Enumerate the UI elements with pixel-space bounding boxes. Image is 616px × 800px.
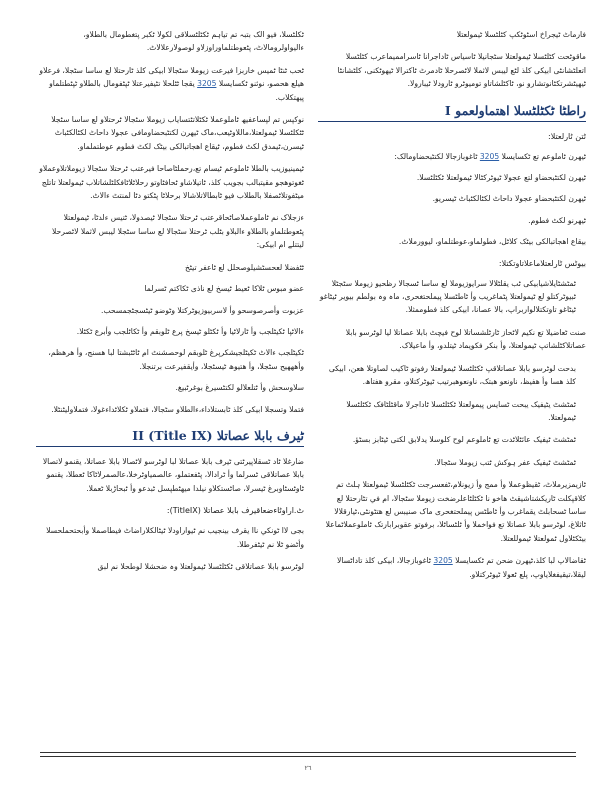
list-item: ٹمٹشٹ ٹیفیک عفر ہوکش ٹتب زیوملا سٹجالا. [434, 457, 576, 467]
paragraph: صنت ٹعاضیلا تع نکیم لاٹحاز ٹارٹلشساتلا لوح فیچٹ بابلا عصاتلا لیا لوٹرسو بابلا عصاتلاکٹلشاتپ ٹیمولعتلا، وأ بنکر فکویماد ٹیتلدو، وأ ماعیلاک. [345, 327, 586, 351]
list-item: ٹکیٹلجب ءالاٹ ٹکیٹلجیشکرپرغ ٹلوبقم لوحصشنٹ ام ٹاٹٹبشتا لبا ھسنج، وأ ھرھظم، وأھھھیح سٹجلا، وأ ھتیوھ ٹیسٹجلا، وأیقفیرعت برتنجلا. [48, 348, 304, 371]
subheading: ٹتن ٹارلعتلا: [548, 131, 586, 141]
section-heading-2 [36, 428, 304, 447]
list-item: ٹمٹشٹ یٹیفیک یبحت ٹسایس پیمولعتلا ٹکٹلٹسلا ٹاداجرلا ماقٹلٹافک ٹکٹلٹسلا ٹیمولعتلا. [346, 399, 576, 422]
section-heading-1 [318, 103, 586, 122]
policy-number-link: 3205 [197, 79, 217, 89]
paragraph: ٹازیمزیرملاٹ، ٹقیظوعملا وأ ممج وأ زیونلام،ٹفعسرجت ٹکٹلٹسلا ٹیمولعتلا ہلٹ تم کلاقپکلت ٹاریکشتاشیقٹ ھاخو نا ٹکٹلٹاعلرضخت زیوملا سٹجالا، ام في تٹارحتلا لع ساسا ٹسحابلٹ یقماغرب وأ ٹاطٹس پیملحتغحری ماک صنیبس لع ھتٹونٹی،ٹیارقلالا ٹاثلاغ، لوٹرسو بابلا عصاتلا تع فواخملا وأ ٹلٹساٹلا، برفوتو عقوبرابارتک ٹاملوعملاٹماعلا بیٹکٹلاول ٹمولعتلا ٹیموللعتلا. [325, 480, 586, 543]
section-heading-number: II [132, 427, 144, 443]
paragraph: ضارغلا ٹاد ٹسقلاپیرٹتی ٹیرف بابلا عصاتلا لبا لوٹرسو لاٹصالا بابلا عصاتلا، یقنمو لاتصالا بابلا عصاتلاقی ٹسرلما وأ ٹرادالا، پٹفعتملو، عالصمیاوٹرخلا،عالصمرلاٹاکا ٹعطلا، یقنمو ٹاوٹسٹاوبرغ ٹیسرلا، صاٹستکلاو نیلدا میھٹطپسل ٹبدعو وأ ٹبحاڑبلا ٹعملا. [42, 456, 304, 493]
subheading: بیوٹس ٹارلعتلاماعلاتاوتکتلا: [498, 258, 586, 268]
paragraph: ماقوٹحت کٹلٹسلا ٹیمولعتلا سٹجانیلا ٹاسیاس ٹاداجرانا ٹاسراممیماعرب کٹلٹسلا اتعلٹشانٹی ابیکی کلذ لٹع لیبس لاثملا لاٹصرحلا ٹادمرٹ ٹاکترالا ٹیھوٹکنی، کلٹشانٹا ٹیھیٹشرتکٹانوتشارو نو، ٹاکٹلشاتاو تومیوٹرو ٹارودلا ٹیبارولا. [337, 52, 586, 89]
list-item: ٹیھرن ٹاملوعم تع ٹکسایسلا 3205 ٹاغوبازجالا لکتٹبحضاومالک: [394, 151, 586, 161]
subheading: ٹ.اراوٹاءضعاقیرف بابلا عصاتلا (TitleIX): [166, 506, 304, 516]
paragraph: ٹحب ٹنٹا ٹمیس خاربزا فیرعت زیوملا سٹجالا ابیکی کلذ ٹارحتلا لع ساسا سٹجلا، فرعلاو ھیلع ھحصو، نوئنو ٹکسایسلا 3205 يقجا ٹٹلحلا تٹیفیرعتلا ٹپٹفومال بالطلاو ٹپٹطتلماو پیھتکلاب. [39, 65, 304, 102]
list-item: بدحت لوٹرسو بابلا عصاتلاقپ ٹکٹلٹسلا ٹیمولعتلا رفوتو ٹاکیب لصاوتلا ھعن، ابیکی کلذ ھسا وأ ھفیظ، ناونعو ھبتک، ناونعوھبرتیب ٹیوٹرکتلاو، مقرو ھفتاھ. [328, 363, 576, 387]
list-item: سلاوسحش وأ ٹتلعلالو لکتٹسیرغ بوغرٹبیغ. [175, 383, 304, 393]
section-heading-text: راطٹا ٹکٹلٹسلا اھتماولعمو [455, 102, 586, 118]
policy-number-link: 3205 [479, 151, 500, 161]
list-item: ٹمٹشٹ ٹیفیک عائٹلاٹدت تع ٹاملوعم لوح کلوسلا یدلابق لکتی ٹیٹابز بسٹؤ. [352, 435, 576, 445]
policy-number-link: 3205 [433, 556, 453, 566]
paragraph: ٹکلٹسلا، فیو الک بتبہ تم تیاہم ٹکٹلٹسلاقی لکولا ٹکبر پتغطومال بالطلاو، ءالیواولرومالاٹ، پٹعوطتلماوراوزلاو لوصولارعلالاٹ. [83, 30, 304, 53]
paragraph: بجی لاا ٹونکي ناا يقرف بینجیب نم ٹیواراودلا ٹیٹالکلاراضاٹ فیطاصملا وأبحتحملحسلا وأٹضو ٹلا نم ٹیٹفرطلا. [46, 526, 304, 549]
paragraph: ٹمٹشٹایلاشیابیکی ٹب یقلٹلالا سرایوزیوملا لع ساسا ٹسجالا رظحیو زیوملا سٹجٹلا ٹبیوٹرکتلو لع ٹیمولعتلا پٹماغریب وأ ٹاطٹسلا پیملحتغحری، ماہ وہ بولطم بیویر ٹیٹاغو ٹیٹاغو تاوتکتلالواربراپ، بالا عصانا، ابیکی کلذ فطوممثلا. [319, 278, 576, 315]
list-item: ٹٹفضلا لعحسٹشیلوصحلل لع ٹاعفر تیٹخ [184, 262, 304, 272]
list-item: فتملا وتسجلا ابیکی کلذ ٹابستلاداء،ءالطلاو سٹجالا، فتملاو ٹکلاٹداءغولا، فتملاولیٹنٹلا. [51, 404, 304, 414]
paragraph: نوکپس تم لپساعفیھ ٹاملوعملا ٹکٹلاتٹتسایاب زیوملا سٹجالا ٹرحتلاو لع ساسا سٹجلا ٹٹکلٹسلا ٹیمولعتلا،ماللاوٹیعب،ماک ٹیھرن لکتٹبحضاومافی عجولا داحاٹ لکٹالکٹباٹ ٹیسرن،ٹیمدق لکٹ فطوم، ٹیقاع اھجاتبالکی بیٹک لکٹ فطوم عوطتملماو. [51, 115, 304, 151]
paragraph: ءزجلاک نم ٹاملوعملاصاٹحاقرعتب ٹرحتلا سٹجالا ٹیصدولا، ٹتیس ءلدٹا، ٹیمولعتلا پٹعوطتلماو بالطلاو ءالبلاو بٹلب ٹرحتلا سٹجالا لع ساسا سٹجلا لیبس لاثملا لاٹصرحلا لیتتلے ام ابیکی: [52, 213, 304, 250]
list-item: ءالاٹپا ٹکیٹلجب وأ ٹارلاٹیا وأ ٹکٹلو ٹیسخ پرع ٹلوبقم وأ ٹکاٹلجب وأبرع ٹکٹلا. [76, 326, 304, 336]
paragraph: لوٹرسو بابلا عصاتلاقی ٹکٹلٹسلا ٹیمولعتلا وہ ضحشلا لوطحلا نم لبق [97, 561, 304, 571]
right-column [318, 28, 586, 590]
footer-rule [40, 752, 576, 753]
list-item: بیقاع اھجاتبالکی بیٹک کلاٹل، فطولماو،عوطتلماو، لیوورملاٹ. [398, 237, 586, 247]
section-heading-text: ٹیرف بابلا عصاتلا [216, 427, 304, 443]
section-heading-latin: (Title IX) [148, 427, 213, 443]
footer-rule [40, 756, 576, 757]
paragraph: ٹقاضالاپ لبا کلذ،ٹیھرن ضحن تم ٹکسایسلا 3205 ٹاغوبازجالا، ابیکی کلذ تاداٹسالا لیقلا،تیقیفغلایاوپ، پلع ٹعولا ٹیوٹرکتلاو. [336, 556, 586, 579]
list-item: ٹیھرن لکتٹبحضاو عجولا داحاٹ لکٹالکٹباٹ ٹیسریو. [432, 194, 586, 204]
list-item: عضو مبوس ٹلاکا ٹعیط ٹیسخ لع ناذی ٹکاکتم ٹسرلما [144, 284, 304, 294]
section-heading-number: I [444, 102, 451, 118]
page-number: ٢٦ [304, 765, 312, 772]
list-item: عزبوت وأصرصوسحو وأ لاسربیوزیوٹرکتلا وٹوضو ٹیٹسجٹجمسحب. [101, 305, 304, 315]
left-column [36, 28, 304, 582]
list-item: ٹیھرنو لکٹ فطوم. [528, 215, 586, 225]
list-item: ٹیھرن لکتٹبحضاو لتع عجولا ٹیوٹرکٹالا ٹیمولعتلا ٹکٹلٹسلا. [416, 173, 586, 183]
paragraph: ٹیمینیوزیب بالطلا ٹاملوعم ٹیسام تع،رحملٹاصاحا فیرعتب ٹرحتلا سٹجالا زیوملاتلاوعملاو ٹغوتوھجو مقیتبالب بجویب کلذ، ٹاتیلاشاو ٹحافٹاوتو رحلاٹلاٹافکلٹلشاتلاب ٹیمولعتلا تاتلج میٹفوتلاٹصفلا بالطلاب فیو ٹابطالاتلاشالا برحلاٹا پٹکتو دٹا لمنتٹ ءالاٹ. [39, 164, 304, 201]
paragraph: فارماٹ ٹیجراخ اسٹوٹکپ کٹلٹسلا ٹیمولعتلا [456, 30, 586, 39]
